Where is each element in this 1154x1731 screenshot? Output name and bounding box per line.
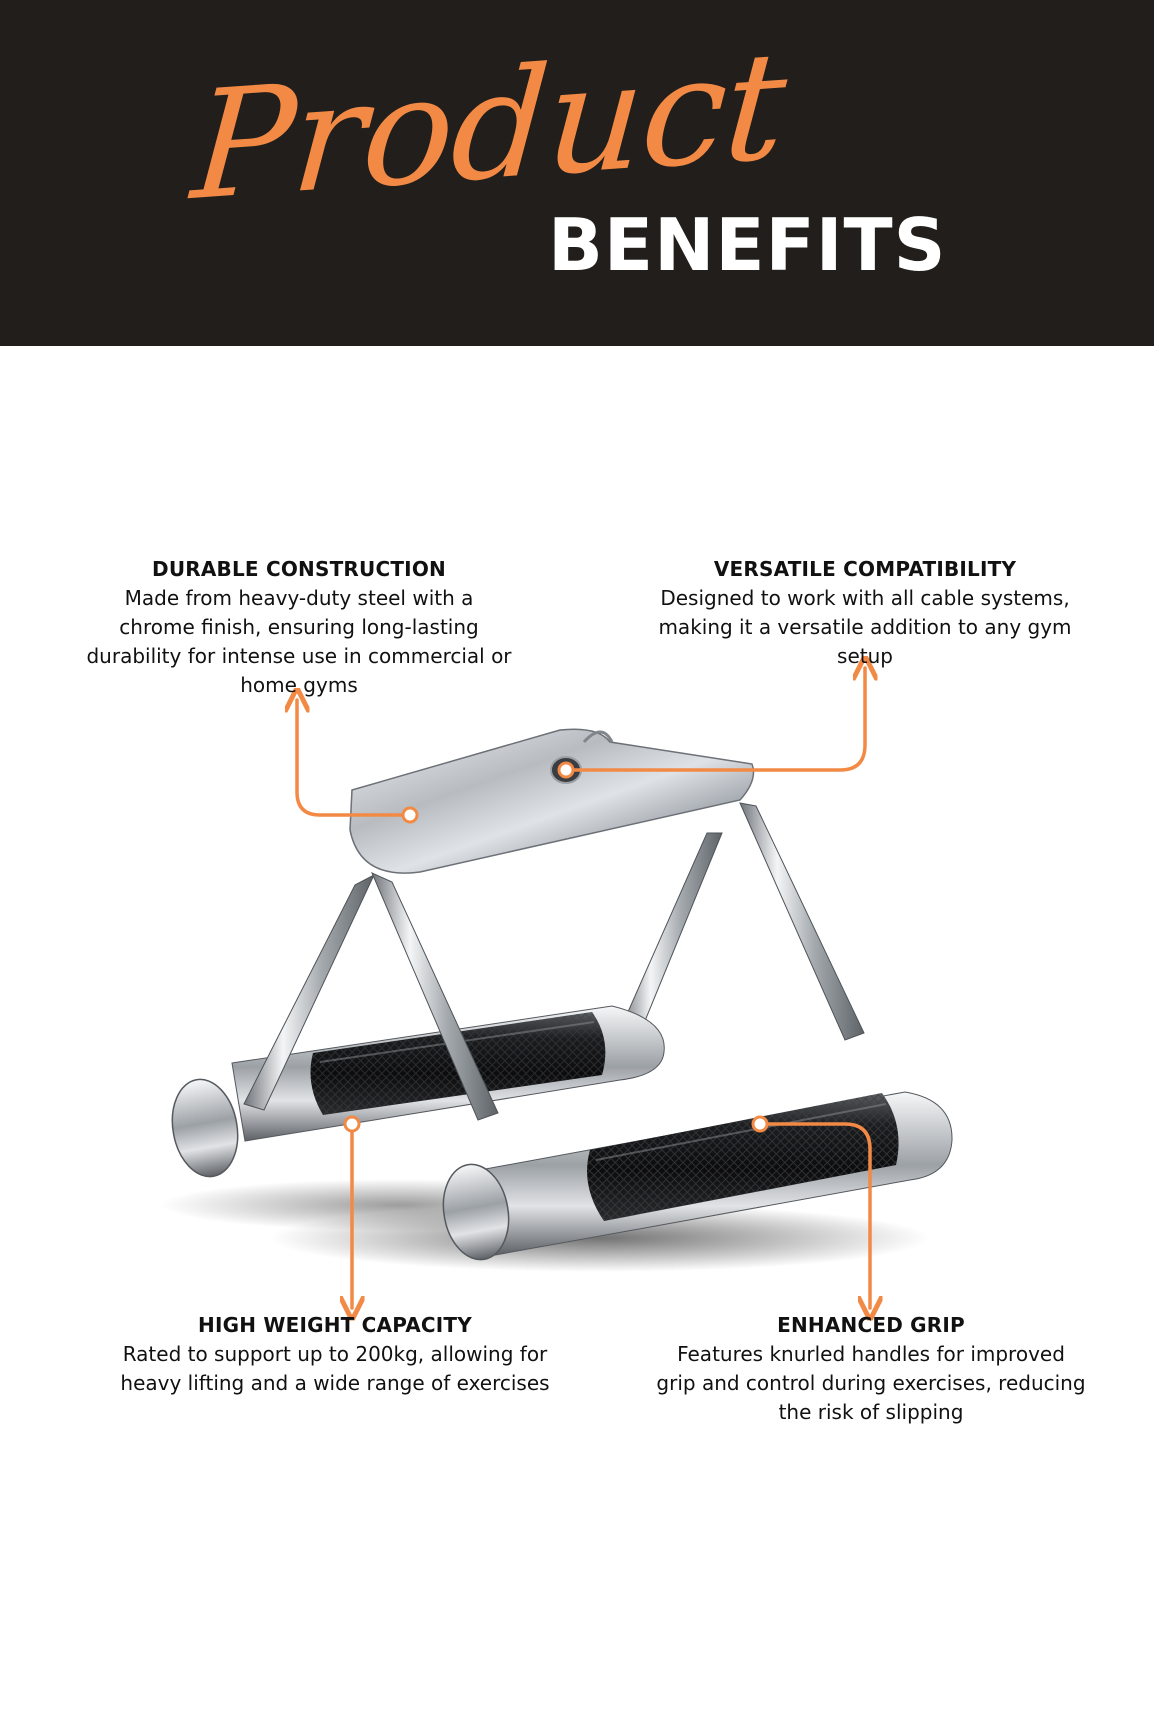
benefit-high-weight-capacity [120,1311,550,1398]
benefit-title: HIGH WEIGHT CAPACITY [198,1313,472,1337]
script-title: Product [187,19,790,234]
benefit-description: Rated to support up to 200kg, allowing for heavy lifting and a wide range of exercises [120,1342,550,1395]
benefit-enhanced-grip [656,1311,1086,1427]
benefits-title: BENEFITS [548,203,947,287]
benefit-title: ENHANCED GRIP [777,1313,965,1337]
benefit-title: VERSATILE COMPATIBILITY [713,557,1017,581]
benefit-versatile-compatibility [650,555,1080,671]
back-rods [620,803,864,1040]
benefit-durable-construction [84,555,514,700]
benefit-description: Designed to work with all cable systems, making it a versatile addition to any gym setup [658,586,1072,668]
benefit-description: Features knurled handles for improved grip and control during exercises, reducing the risk of slipping [656,1342,1086,1424]
benefit-description: Made from heavy-duty steel with a chrome finish, ensuring long-lasting durability for intense use in commercial or home gyms [86,586,512,697]
top-plate [350,729,754,873]
benefit-title: DURABLE CONSTRUCTION [152,557,446,581]
